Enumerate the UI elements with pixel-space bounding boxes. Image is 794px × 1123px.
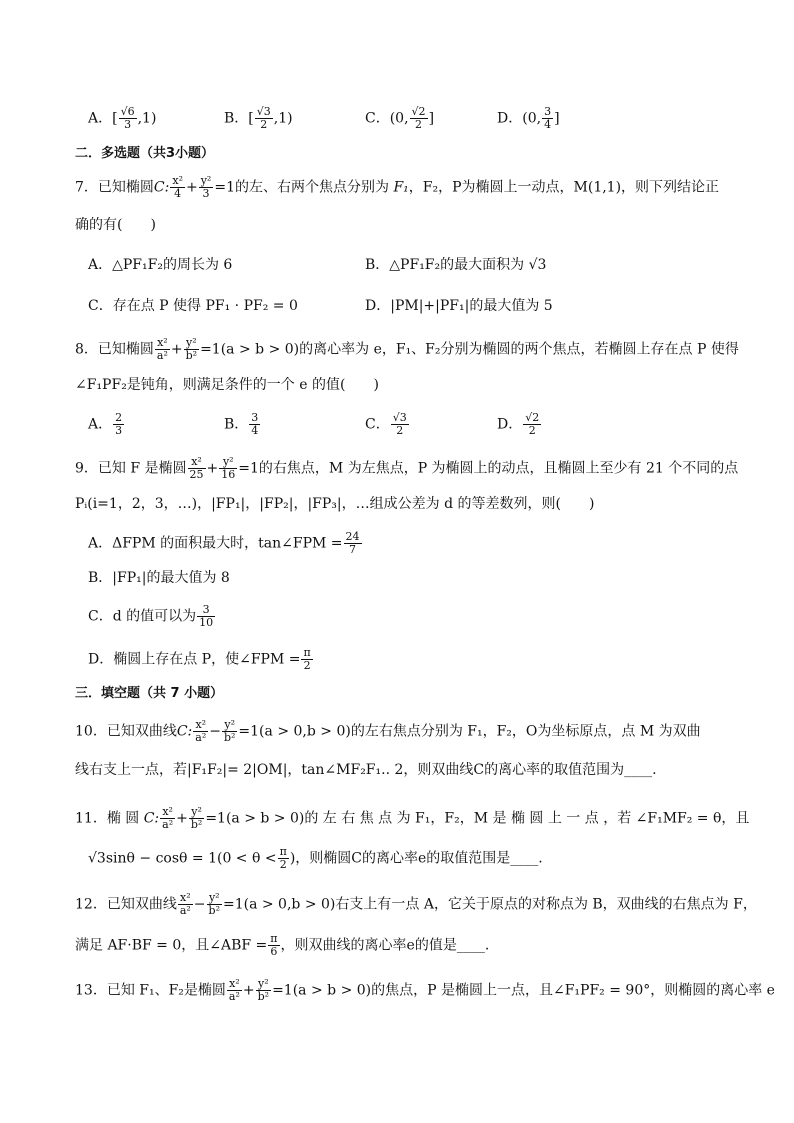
q9-stem-line2: Pᵢ(i=1，2，3，…)，|FP₁|，|FP₂|，|FP₃|，…组成公差为 d 的等差数列，则( ): [75, 496, 595, 512]
q8-option-a: A． $\frac{2}{3}$: [88, 411, 123, 437]
q11-stem-line2: √3sinθ − cosθ = 1(0 < θ < $\frac{\pi}{2}$ )，则椭圆C的离心率e的取值范围是____.: [88, 845, 543, 871]
q8-stem-line1: 8．已知椭圆 $\frac{\text{x²}}{\text{a²}}$ + $\frac{\text{y²}}{\text{b²}}$ =1(a > b > 0)的离心率为 e，F₁、F₂分别为椭圆的两个焦点，若椭圆上存在点 P 使得: [75, 336, 739, 362]
q10-stem-line2: 线右支上一点，若|F₁F₂|= 2|OM|，tan∠MF₂F₁.. 2，则双曲线C的离心率的取值范围为____.: [75, 762, 657, 778]
q11-stem-line1: 11．椭 圆 C: $\frac{\text{x²}}{\text{a²}}$ + $\frac{\text{y²}}{\text{b²}}$ =1(a > b > 0)的 左 右 焦 点 为 F₁，F₂，M 是 椭 圆 上 一 点 ，若 ∠F₁MF₂ = θ，且: [75, 805, 750, 831]
q9-option-c: C．d 的值可以为 $\frac{3}{10}$: [88, 603, 214, 629]
q8-option-d: D． $\frac{√2}{2}$: [497, 411, 540, 437]
q7-option-a: A．△PF₁F₂的周长为 6: [88, 257, 233, 273]
q6-option-d: D．(0, $\frac{3}{4}$ ]: [497, 105, 560, 131]
q8-stem-line2: ∠F₁PF₂是钝角，则满足条件的一个 e 的值( ): [75, 377, 379, 393]
q12-stem-line1: 12．已知双曲线 $\frac{\text{x²}}{\text{a²}}$ − $\frac{\text{y²}}{\text{b²}}$ =1(a > 0,b > 0)右支上有一点 A，它关于原点的对称点为 B，双曲线的右焦点为 F，: [75, 891, 757, 917]
q6-option-a: A．[ $\frac{√6}{3}$ ,1): [88, 105, 157, 131]
q10-stem-line1: 10．已知双曲线C: $\frac{\text{x²}}{\text{a²}}$ − $\frac{\text{y²}}{\text{b²}}$ =1(a > 0,b > 0)的左右焦点分别为 F₁，F₂，O为坐标原点，点 M 为双曲: [75, 718, 701, 744]
section-heading-multiple-choice: 二．多选题（共3小题）: [75, 146, 215, 161]
q7-stem-line2: 确的有( ): [75, 217, 156, 233]
q13-stem-line1: 13．已知 F₁、F₂是椭圆 $\frac{\text{x²}}{\text{a²}}$ + $\frac{\text{y²}}{\text{b²}}$ =1(a > b > 0)的焦点，P 是椭圆上一点，且∠F₁PF₂ = 90°，则椭圆的离心率 e: [75, 977, 775, 1003]
q7-option-b: B．△PF₁F₂的最大面积为 √3: [365, 257, 547, 273]
q7-stem-line1: 7．已知椭圆C: $\frac{\text{x²}}{4}$ + $\frac{\text{y²}}{3}$ =1的左、右两个焦点分别为 F₁，F₂，P为椭圆上一动点，M(1,1)，则下列结论正: [75, 174, 720, 200]
q9-option-a: A．ΔFPM 的面积最大时，tan∠FPM = $\frac{24}{7}$: [88, 530, 360, 556]
section-heading-fill-in: 三．填空题（共 7 小题）: [75, 686, 224, 701]
q9-option-d: D．椭圆上存在点 P，使∠FPM = $\frac{\pi}{2}$: [88, 646, 311, 672]
q9-option-b: B．|FP₁|的最大值为 8: [88, 570, 230, 586]
q6-option-b: B．[ $\frac{√3}{2}$ ,1): [224, 105, 293, 131]
q8-option-c: C． $\frac{√3}{2}$: [365, 411, 407, 437]
q7-option-c: C．存在点 P 使得 PF₁ · PF₂ = 0: [88, 298, 298, 314]
q9-stem-line1: 9．已知 F 是椭圆 $\frac{\text{x²}}{25}$ + $\frac{\text{y²}}{16}$ =1的右焦点，M 为左焦点，P 为椭圆上的动点，且椭圆上至少有 21 个不同的点: [75, 455, 739, 481]
q7-option-d: D．|PM|+|PF₁|的最大值为 5: [365, 298, 553, 314]
q12-stem-line2: 满足 AF·BF = 0，且∠ABF = $\frac{\pi}{6}$ ，则双曲线的离心率e的值是____.: [75, 932, 490, 958]
q8-option-b: B． $\frac{3}{4}$: [224, 411, 259, 437]
q6-option-c: C．(0, $\frac{√2}{2}$ ]: [365, 105, 435, 131]
